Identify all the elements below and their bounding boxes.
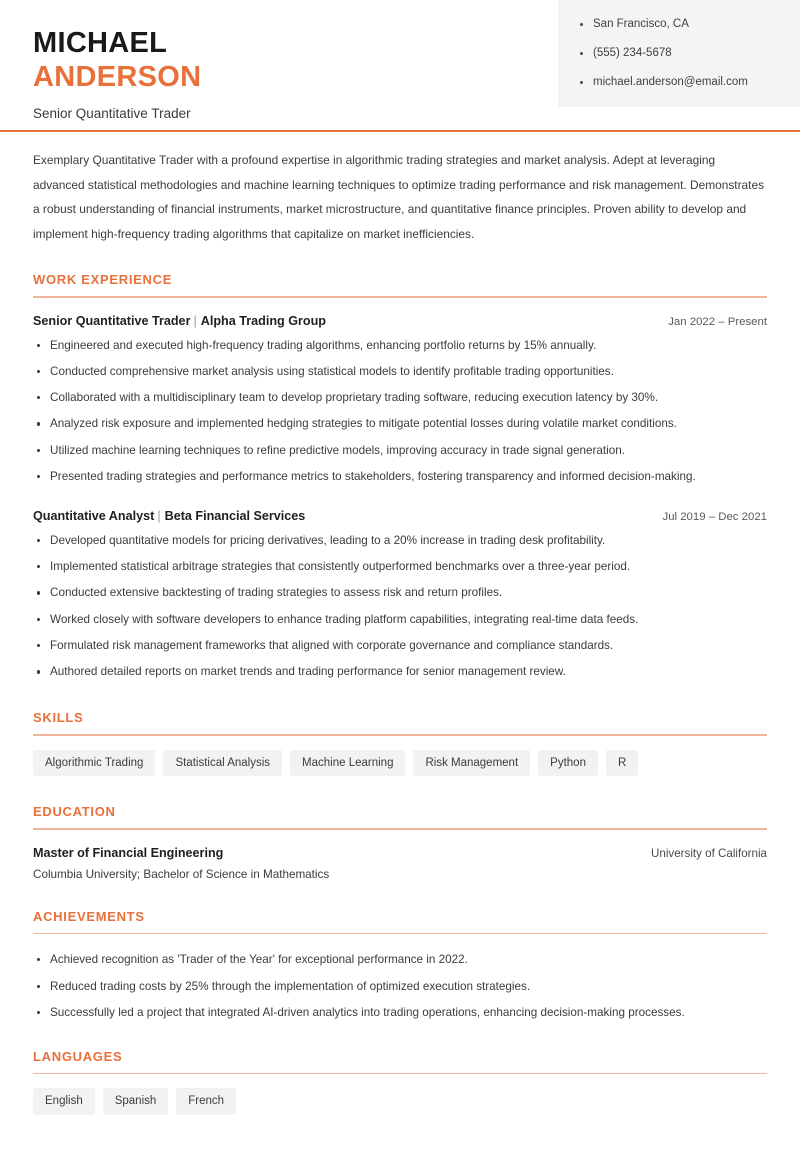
list-item: Worked closely with software developers to enhance trading platform capabilities, integrating real-time data feeds. (33, 612, 767, 628)
list-item: Achieved recognition as 'Trader of the Year' for exceptional performance in 2022. (33, 952, 767, 968)
header-divider (0, 130, 800, 132)
language-chip: Spanish (103, 1088, 169, 1115)
work-entry-head (33, 314, 767, 328)
skill-chip: Python (538, 750, 598, 777)
language-chip: French (176, 1088, 236, 1115)
contact-item-phone[interactable] (580, 47, 784, 61)
work-bullet-list (33, 533, 767, 680)
work-role: Senior Quantitative Trader (33, 313, 191, 328)
work-entry-date: Jul 2019 – Dec 2021 (662, 510, 767, 523)
work-company: Alpha Trading Group (200, 313, 326, 328)
contact-location-text: San Francisco, CA (593, 18, 689, 30)
education-detail: Columbia University; Bachelor of Science in Mathematics (33, 867, 330, 881)
section-rule-achievements (33, 933, 767, 935)
work-role: Quantitative Analyst (33, 508, 155, 523)
list-item: Presented trading strategies and performance metrics to stakeholders, fostering transparency and informed decision-making. (33, 469, 767, 485)
section-rule-work (33, 296, 767, 298)
section-title-work: WORK EXPERIENCE (33, 272, 173, 288)
languages-chip-list (33, 1088, 767, 1115)
list-item: Collaborated with a multidisciplinary team to develop proprietary trading software, reducing execution latency by 30%. (33, 390, 767, 406)
section-skills (33, 710, 767, 776)
work-entry (33, 509, 767, 680)
education-degree: Master of Financial Engineering (33, 845, 224, 860)
skill-chip: Statistical Analysis (163, 750, 282, 777)
resume-content (0, 148, 800, 1154)
list-item: Authored detailed reports on market trends and trading performance for senior management review. (33, 664, 767, 680)
section-education (33, 804, 767, 881)
section-work-experience (33, 272, 767, 680)
list-item: Engineered and executed high-frequency trading algorithms, enhancing portfolio returns by 15% annually. (33, 338, 767, 354)
contact-item-location (580, 18, 784, 32)
section-title-skills: SKILLS (33, 710, 84, 726)
education-school: University of California (651, 846, 767, 860)
work-entry-date: Jan 2022 – Present (668, 315, 767, 328)
section-rule-education (33, 828, 767, 830)
professional-summary: Exemplary Quantitative Trader with a profound expertise in algorithmic trading strategies and market analysis. Adept at leveraging advanced statistical methodologies and machine learning techniques to optimize trading performance and risk management. Demonstrates a robust understanding of financial instruments, market microstructure, and quantitative finance principles. Proven ability to develop and implement high-frequency trading algorithms that capitalize on market inefficiencies. (33, 153, 765, 241)
education-entry-head (33, 846, 767, 860)
list-item: Utilized machine learning techniques to refine predictive models, improving accuracy in trade signal generation. (33, 443, 767, 459)
section-title-languages: LANGUAGES (33, 1048, 123, 1064)
contact-phone-text: (555) 234-5678 (593, 46, 672, 59)
skill-chip: R (606, 750, 638, 777)
list-item: Formulated risk management frameworks that aligned with corporate governance and compliance standards. (33, 638, 767, 654)
contact-item-email[interactable] (580, 76, 784, 90)
section-rule-languages (33, 1073, 767, 1075)
work-entry-head (33, 509, 767, 523)
title-separator: | (193, 313, 197, 328)
section-achievements (33, 909, 767, 1021)
work-entry-title (33, 314, 326, 328)
skill-chip: Algorithmic Trading (33, 750, 155, 777)
header-identity (0, 22, 201, 121)
section-title-achievements: ACHIEVEMENTS (33, 908, 145, 924)
skill-chip: Machine Learning (290, 750, 405, 777)
contact-email-text: michael.anderson@email.com (593, 75, 748, 88)
work-company: Beta Financial Services (164, 508, 306, 523)
section-title-education: EDUCATION (33, 804, 116, 820)
list-item: Conducted extensive backtesting of trading strategies to assess risk and return profiles. (33, 585, 767, 601)
section-rule-skills (33, 734, 767, 736)
first-name: MICHAEL (33, 27, 168, 59)
last-name: ANDERSON (33, 61, 202, 94)
list-item: Reduced trading costs by 25% through the implementation of optimized execution strategies. (33, 979, 767, 995)
headline-subtitle: Senior Quantitative Trader (33, 106, 191, 122)
contact-list (580, 18, 784, 89)
skills-chip-list (33, 750, 767, 777)
list-item: Successfully led a project that integrated AI-driven analytics into trading operations, enhancing decision-making processes. (33, 1005, 767, 1021)
list-item: Analyzed risk exposure and implemented hedging strategies to mitigate potential losses during volatile market conditions. (33, 416, 767, 432)
work-entry-title (33, 509, 305, 523)
skill-chip: Risk Management (413, 750, 530, 777)
work-entry (33, 314, 767, 485)
resume-header (0, 0, 800, 121)
title-separator: | (157, 508, 161, 523)
list-item: Developed quantitative models for pricing derivatives, leading to a 20% increase in trading desk profitability. (33, 533, 767, 549)
language-chip: English (33, 1088, 95, 1115)
contact-box (558, 0, 800, 107)
section-languages (33, 1049, 767, 1115)
list-item: Conducted comprehensive market analysis using statistical models to identify profitable trading opportunities. (33, 364, 767, 380)
work-bullet-list (33, 338, 767, 485)
achievements-bullet-list (33, 952, 767, 1020)
list-item: Implemented statistical arbitrage strategies that consistently outperformed benchmarks over a three-year period. (33, 559, 767, 575)
